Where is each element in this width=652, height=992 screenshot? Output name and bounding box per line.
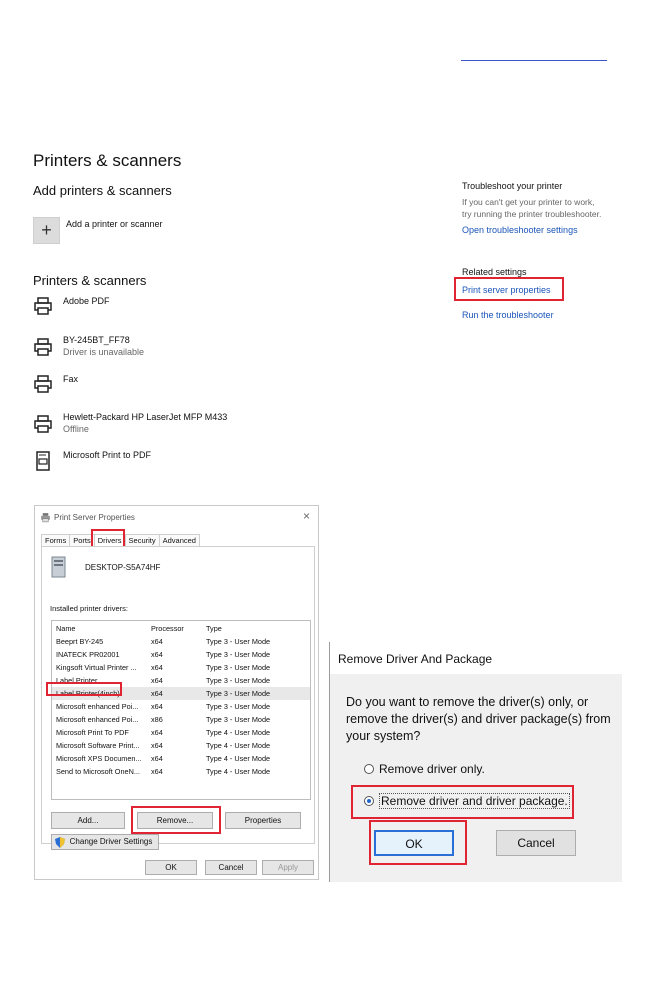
driver-type: Type 3 - User Mode <box>206 702 271 711</box>
driver-processor: x86 <box>151 715 163 724</box>
printer-list-item[interactable] <box>33 451 53 476</box>
tab-ports[interactable]: Ports <box>69 534 95 548</box>
remove-driver-only-radio[interactable] <box>364 764 374 774</box>
printer-name: Microsoft Print to PDF <box>63 450 152 460</box>
column-header[interactable]: Processor <box>151 624 184 633</box>
printer-status: Offline <box>63 424 89 434</box>
driver-type: Type 3 - User Mode <box>206 715 271 724</box>
driver-name: Beeprt BY-245 <box>56 637 104 646</box>
table-row[interactable] <box>52 752 310 765</box>
table-row[interactable] <box>52 726 310 739</box>
driver-processor: x64 <box>151 650 163 659</box>
driver-name: Microsoft Software Print... <box>56 741 140 750</box>
column-header[interactable]: Type <box>206 624 222 633</box>
driver-type: Type 3 - User Mode <box>206 663 271 672</box>
page-title: Printers & scanners <box>33 151 182 170</box>
list-header <box>52 622 310 635</box>
driver-processor: x64 <box>151 754 163 763</box>
print-server-properties-link[interactable]: Print server properties <box>462 285 551 295</box>
driver-name: Send to Microsoft OneN... <box>56 767 140 776</box>
troubleshoot-heading: Troubleshoot your printer <box>462 181 563 191</box>
driver-name: INATECK PR02001 <box>56 650 120 659</box>
pdf-printer-icon <box>33 451 53 471</box>
highlight-box <box>46 682 122 696</box>
remove-driver-dialog <box>329 642 622 882</box>
remove-driver-and-package-radio[interactable] <box>364 796 374 806</box>
printer-status: Driver is unavailable <box>63 347 145 357</box>
change-driver-settings-button[interactable] <box>51 834 159 850</box>
troubleshoot-desc: try running the printer troubleshooter. <box>462 209 602 219</box>
driver-name: Kingsoft Virtual Printer ... <box>56 663 137 672</box>
table-row[interactable] <box>52 635 310 648</box>
add-driver-button[interactable]: Add... <box>51 812 125 829</box>
driver-processor: x64 <box>151 702 163 711</box>
printer-name: BY-245BT_FF78 <box>63 335 130 345</box>
change-driver-settings-label: Change Driver Settings <box>69 837 153 846</box>
open-troubleshooter-link[interactable]: Open troubleshooter settings <box>462 225 578 235</box>
dialog-title: Remove Driver And Package <box>338 652 493 666</box>
computer-name: DESKTOP-S5A74HF <box>85 563 161 572</box>
remove-driver-only-label[interactable]: Remove driver only. <box>379 762 485 776</box>
printer-icon <box>33 337 53 357</box>
run-troubleshooter-link[interactable]: Run the troubleshooter <box>462 310 554 320</box>
driver-type: Type 3 - User Mode <box>206 637 271 646</box>
tab-security[interactable]: Security <box>125 534 160 548</box>
tab-forms[interactable]: Forms <box>41 534 70 548</box>
printer-icon <box>33 296 53 316</box>
troubleshoot-desc: If you can't get your printer to work, <box>462 197 595 207</box>
printer-name: Hewlett-Packard HP LaserJet MFP M433 <box>63 412 228 422</box>
driver-name: Microsoft enhanced Poi... <box>56 702 139 711</box>
driver-processor: x64 <box>151 663 163 672</box>
ok-button[interactable]: OK <box>374 830 454 856</box>
table-row[interactable] <box>52 648 310 661</box>
table-row[interactable] <box>52 713 310 726</box>
add-section-heading: Add printers & scanners <box>33 183 172 198</box>
printer-name: Adobe PDF <box>63 296 110 306</box>
shield-icon <box>55 837 65 848</box>
driver-processor: x64 <box>151 689 163 698</box>
drivers-list[interactable] <box>51 620 311 800</box>
driver-type: Type 4 - User Mode <box>206 754 271 763</box>
driver-type: Type 3 - User Mode <box>206 689 271 698</box>
remove-driver-and-package-label[interactable]: Remove driver and driver package. <box>381 794 568 808</box>
ok-button[interactable]: OK <box>145 860 197 875</box>
close-icon[interactable]: × <box>302 509 310 523</box>
remove-driver-button[interactable]: Remove... <box>137 812 213 829</box>
installed-drivers-label: Installed printer drivers: <box>50 604 128 613</box>
driver-type: Type 4 - User Mode <box>206 728 271 737</box>
cancel-button[interactable]: Cancel <box>496 830 576 856</box>
table-row[interactable] <box>52 661 310 674</box>
header-link-underline <box>461 60 607 61</box>
driver-type: Type 4 - User Mode <box>206 767 271 776</box>
printers-section-heading: Printers & scanners <box>33 273 147 288</box>
highlight-box <box>131 806 221 834</box>
tab-advanced[interactable]: Advanced <box>159 534 200 548</box>
table-row[interactable] <box>52 739 310 752</box>
printer-icon <box>40 512 51 523</box>
driver-name: Microsoft enhanced Poi... <box>56 715 139 724</box>
add-printer-label[interactable]: Add a printer or scanner <box>66 219 163 229</box>
driver-processor: x64 <box>151 728 163 737</box>
table-row[interactable] <box>52 765 310 778</box>
properties-button[interactable]: Properties <box>225 812 301 829</box>
driver-name: Label Printer(4inch) <box>56 689 120 698</box>
printer-list-item[interactable] <box>33 296 53 321</box>
dialog-title: Print Server Properties <box>54 513 135 522</box>
printer-icon <box>33 414 53 434</box>
printer-icon <box>33 374 53 394</box>
printer-list-item[interactable] <box>33 337 53 362</box>
add-printer-button[interactable]: + <box>33 217 60 244</box>
printer-list-item[interactable] <box>33 374 53 399</box>
table-row[interactable] <box>52 700 310 713</box>
printer-list-item[interactable] <box>33 414 53 439</box>
driver-processor: x64 <box>151 676 163 685</box>
tab-drivers[interactable]: Drivers <box>94 534 126 548</box>
cancel-button[interactable]: Cancel <box>205 860 257 875</box>
driver-processor: x64 <box>151 767 163 776</box>
column-header[interactable]: Name <box>56 624 76 633</box>
dialog-question: Do you want to remove the driver(s) only, or remove the driver(s) and driver package(s) from your system? <box>346 695 611 743</box>
computer-icon <box>51 556 66 578</box>
driver-type: Type 3 - User Mode <box>206 676 271 685</box>
driver-processor: x64 <box>151 637 163 646</box>
driver-name: Label Printer <box>56 676 98 685</box>
related-settings-heading: Related settings <box>462 267 527 277</box>
driver-name: Microsoft Print To PDF <box>56 728 129 737</box>
driver-type: Type 3 - User Mode <box>206 650 271 659</box>
printer-name: Fax <box>63 374 79 384</box>
driver-type: Type 4 - User Mode <box>206 741 271 750</box>
driver-name: Microsoft XPS Documen... <box>56 754 142 763</box>
driver-processor: x64 <box>151 741 163 750</box>
apply-button[interactable]: Apply <box>262 860 314 875</box>
print-server-dialog <box>34 505 319 880</box>
